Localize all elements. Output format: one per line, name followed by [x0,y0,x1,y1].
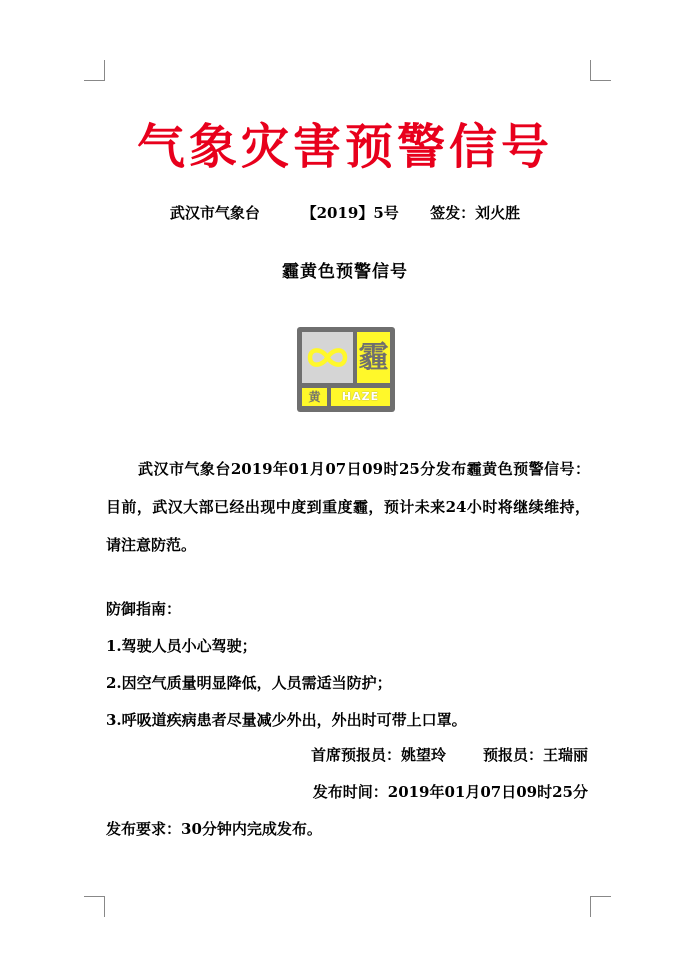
guide-item-1: 1.驾驶人员小心驾驶； [106,637,257,655]
release-time: 发布时间：2019年01月07日09时25分 [312,783,588,801]
document-header [0,202,690,223]
haze-yellow-warning-icon [297,327,395,412]
guide-item-3: 3.呼吸道疾病患者尽量减少外出，外出时可带上口罩。 [106,711,467,729]
warning-subtitle: 霾黄色预警信号 [282,262,408,282]
haze-character-icon: 霾 [357,332,390,383]
yellow-character-icon: 黄 [302,388,327,406]
haze-label: HAZE [331,388,390,406]
page-corner-mark-bottom-right [590,896,611,917]
forecaster: 预报员：王瑞丽 [483,746,589,764]
signer: 签发：刘火胜 [430,204,521,222]
document-title: 气象灾害预警信号 [136,119,553,175]
release-requirement: 发布要求：30分钟内完成发布。 [106,820,322,838]
infinity-symbol-icon [302,332,353,383]
warning-paragraph: 武汉市气象台2019年01月07日09时25分发布霾黄色预警信号：目前，武汉大部已经出现中度到重度霾，预计未来24小时将继续维持，请注意防范。 [106,460,590,554]
page-corner-mark-top-left [84,60,105,81]
chief-forecaster: 首席预报员：姚望玲 [311,746,447,764]
guide-heading: 防御指南： [106,600,182,618]
document-number: 【2019】5号 [301,204,399,222]
page-corner-mark-top-right [590,60,611,81]
guide-item-2: 2.因空气质量明显降低，人员需适当防护； [106,674,392,692]
page-corner-mark-bottom-left [84,896,105,917]
issuer: 武汉市气象台 [169,204,260,222]
